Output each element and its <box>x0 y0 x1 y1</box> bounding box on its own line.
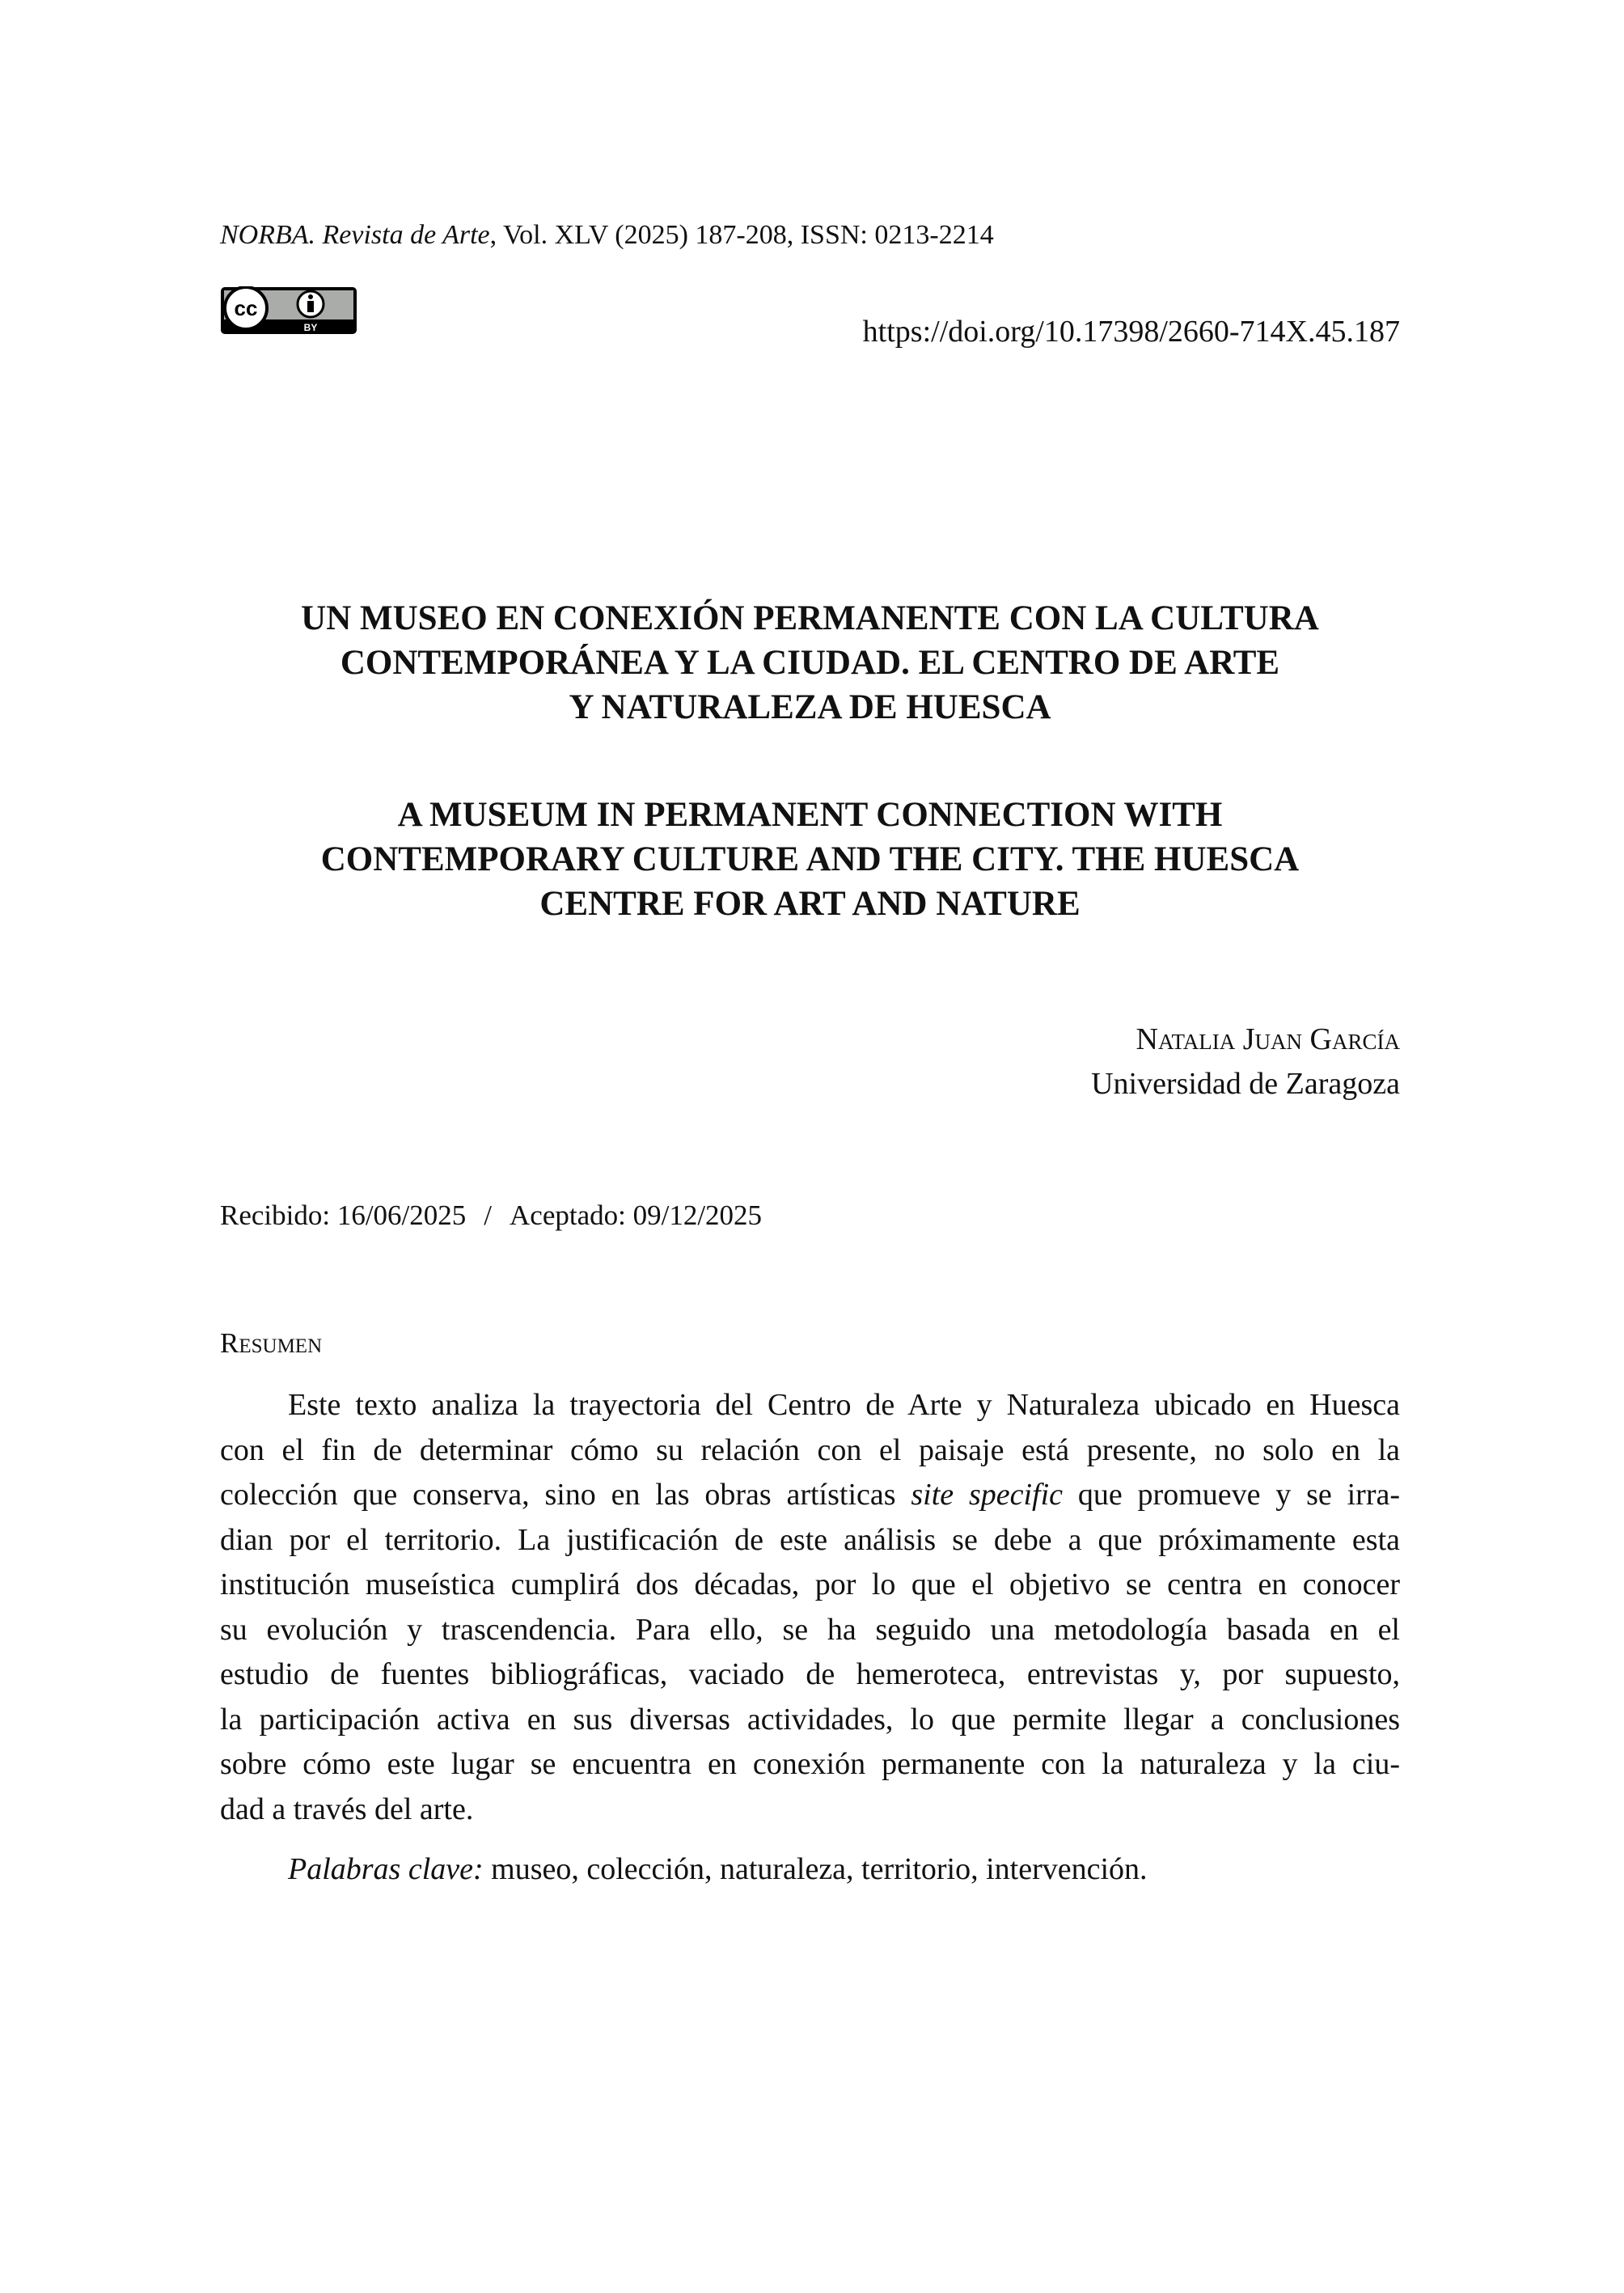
abstract-line: su evolución y trascendencia. Para ello, se ha seguido una metodología basada en el <box>220 1612 1400 1647</box>
received-date: Recibido: 16/06/2025 <box>220 1199 467 1231</box>
cc-by-text: BY <box>303 322 318 333</box>
abstract-heading: Resumen <box>220 1327 323 1359</box>
abstract-line-part: colección que conserva, sino en las obras artísticas <box>220 1478 911 1512</box>
keywords-text: museo, colección, naturaleza, territorio, intervención. <box>483 1852 1148 1886</box>
accepted-date: Aceptado: 09/12/2025 <box>510 1199 763 1231</box>
title-en-line: A MUSEUM IN PERMANENT CONNECTION WITH <box>397 796 1223 834</box>
cc-by-icon <box>220 286 357 335</box>
abstract-italic-term: site specific <box>911 1478 1064 1512</box>
abstract-line: con el fin de determinar cómo su relación con el paisaje está presente, no solo en la <box>220 1432 1400 1467</box>
abstract-line: sobre cómo este lugar se encuentra en conexión permanente con la naturaleza y la ciu- <box>220 1747 1400 1781</box>
abstract-line: estudio de fuentes bibliográficas, vaciado de hemeroteca, entrevistas y, por supuesto, <box>220 1657 1400 1691</box>
keywords <box>288 1847 1148 1892</box>
author-name: Natalia Juan García <box>1136 1022 1400 1056</box>
title-en-line: CENTRE FOR ART AND NATURE <box>539 885 1081 923</box>
journal-citation <box>220 217 994 254</box>
keywords-label: Palabras clave: <box>288 1852 484 1886</box>
journal-details: , Vol. XLV (2025) 187-208, ISSN: 0213-2214 <box>489 220 994 250</box>
doi-link[interactable]: https://doi.org/10.17398/2660-714X.45.187 <box>862 315 1400 349</box>
cc-badge-text: cc <box>234 296 258 320</box>
abstract-body <box>220 1383 1400 1832</box>
cc-by-license-badge[interactable] <box>220 286 357 335</box>
abstract-line-part: que promueve y se irra- <box>1063 1478 1400 1512</box>
title-en-line: CONTEMPORARY CULTURE AND THE CITY. THE HUESCA <box>320 840 1300 878</box>
abstract-line: dad a través del arte. <box>220 1792 474 1826</box>
title-es-line: UN MUSEO EN CONEXIÓN PERMANENTE CON LA CULTURA <box>301 599 1319 637</box>
abstract-line: dian por el territorio. La justificación de este análisis se debe a que próximamente esta <box>220 1522 1400 1557</box>
abstract-line <box>220 1473 1400 1518</box>
abstract-line: institución museística cumplirá dos décadas, por lo que el objetivo se centra en conocer <box>220 1567 1400 1601</box>
abstract-line: Este texto analiza la trayectoria del Centro de Arte y Naturaleza ubicado en Huesca <box>288 1388 1400 1422</box>
abstract-line: la participación activa en sus diversas actividades, lo que permite llegar a conclusiones <box>220 1702 1400 1737</box>
submission-dates <box>220 1197 762 1234</box>
date-separator: / <box>484 1199 493 1231</box>
author-block <box>1091 1017 1400 1106</box>
title-es-line: CONTEMPORÁNEA Y LA CIUDAD. EL CENTRO DE ARTE <box>340 644 1280 682</box>
journal-name: NORBA. Revista de Arte <box>220 220 490 250</box>
title-english <box>220 793 1400 926</box>
title-spanish <box>220 596 1400 730</box>
title-es-line: Y NATURALEZA DE HUESCA <box>569 688 1051 726</box>
author-affiliation: Universidad de Zaragoza <box>1091 1067 1400 1101</box>
